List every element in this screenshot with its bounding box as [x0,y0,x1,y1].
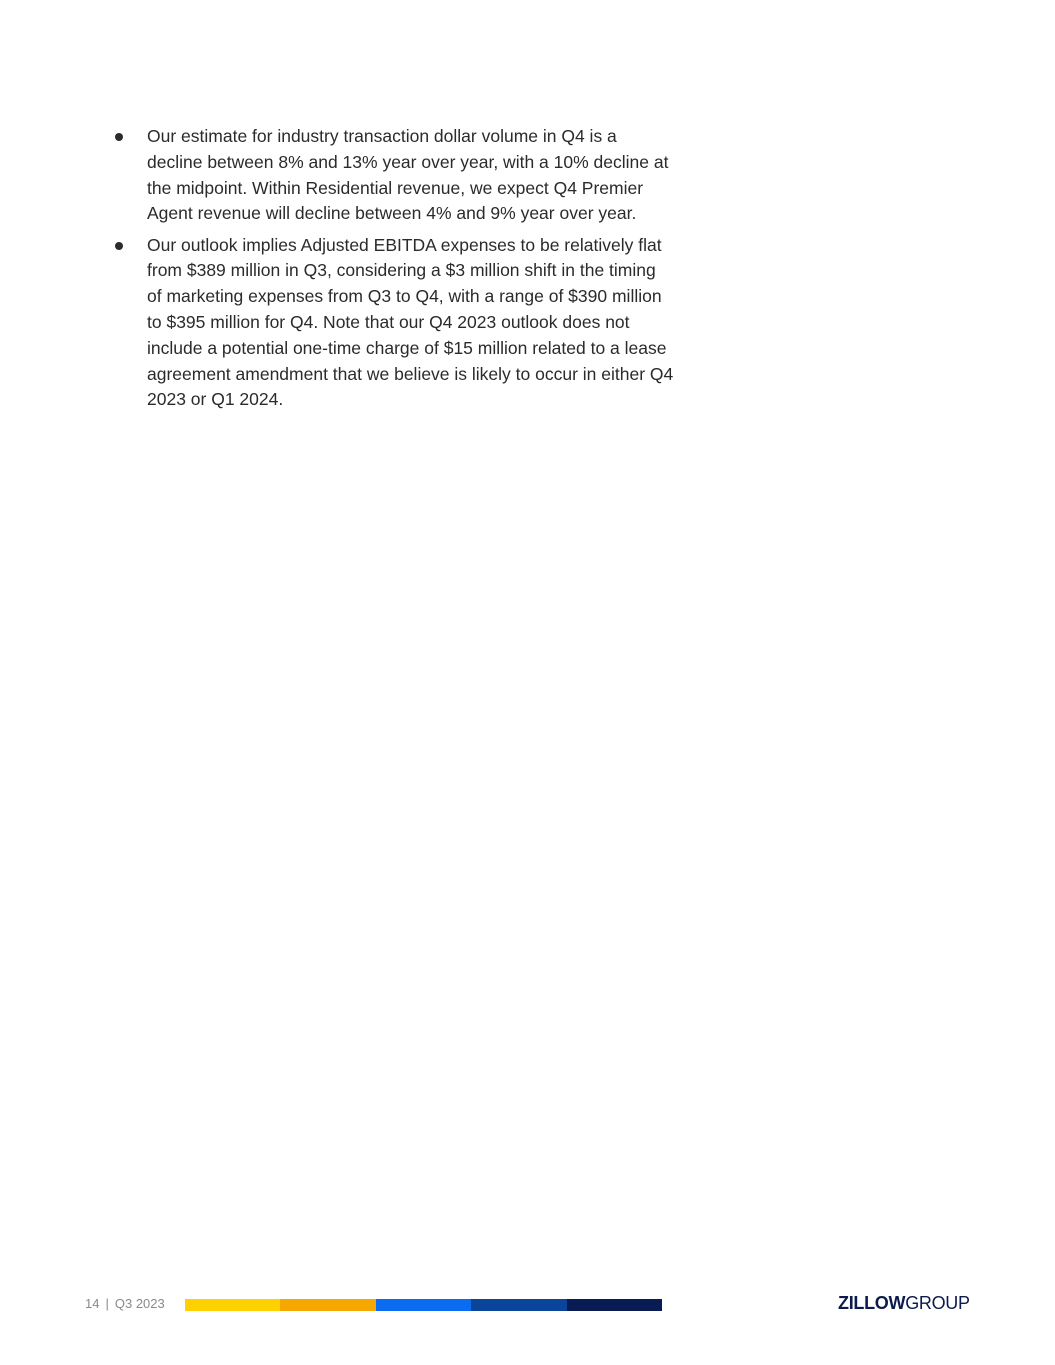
footer-separator: | [105,1296,109,1311]
color-bar-segment-orange [280,1299,375,1311]
bullet-text: Our estimate for industry transaction dollar volume in Q4 is a decline between 8% and 13% year over year, with a 10% decline at the midpoint. Within Residential revenue, we expect Q4 Premier Agent revenue will decline between 4% and 9% year over year. [147,126,669,224]
bullet-item-ebitda-expenses [115,233,675,414]
page-footer [0,1290,1055,1320]
bullet-text: Our outlook implies Adjusted EBITDA expenses to be relatively flat from $389 million in Q3, considering a $3 million shift in the timing of marketing expenses from Q3 to Q4, with a range of $390 million to $395 million for Q4. Note that our Q4 2023 outlook does not include a potential one-time charge of $15 million related to a lease agreement amendment that we believe is likely to occur in either Q4 2023 or Q1 2024. [147,234,674,410]
brand-color-bar [185,1299,662,1311]
page-number: 14 [85,1296,100,1311]
logo-group-text: GROUP [905,1293,970,1313]
logo-zillow-text: ZILLOW [838,1293,906,1313]
footer-period: Q3 2023 [114,1296,165,1311]
color-bar-segment-dark-blue [471,1299,566,1311]
color-bar-segment-yellow [185,1299,280,1311]
bullet-dot-icon [115,242,123,250]
footer-page-info [85,1296,165,1311]
color-bar-segment-blue [376,1299,471,1311]
bullet-item-transaction-volume [115,124,675,227]
main-content [115,124,675,419]
bullet-dot-icon [115,133,123,141]
zillow-group-logo [838,1293,970,1314]
color-bar-segment-navy [567,1299,662,1311]
outlook-bullet-list [115,124,675,413]
